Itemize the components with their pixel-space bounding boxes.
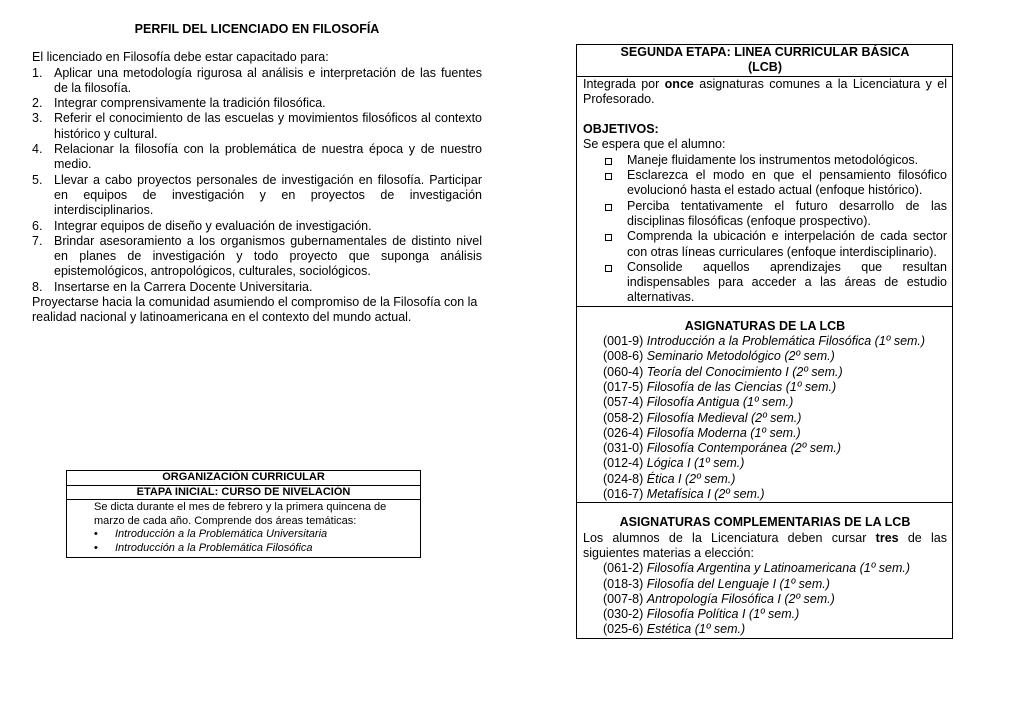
asignatura-name: Teoría del Conocimiento I (2º sem.) — [646, 364, 843, 379]
item-number: 8. — [32, 279, 43, 294]
segunda-etapa-subtitle: (LCB) — [747, 60, 782, 75]
item-text: Brindar asesoramiento a los organismos gubernamentales de distinto nivel en planes de investigación y todo proyecto que suponga análisis epistemológicos, antropológicos, culturales, sociológicos. — [54, 233, 482, 279]
complementarias-intro-pre: Los alumnos de la Licenciatura deben cursar — [583, 530, 876, 545]
asignaturas-title: ASIGNATURAS DE LA LCB — [684, 318, 846, 333]
asignatura-item — [583, 334, 947, 349]
asignatura-name: Metafísica I (2º sem.) — [646, 487, 765, 502]
asignaturas-list — [583, 334, 947, 502]
asignatura-item — [583, 472, 947, 487]
asignatura-code: (017-5) — [603, 379, 647, 394]
item-text: Referir el conocimiento de las escuelas y movimientos filosóficos al contexto histórico y cultural. — [54, 111, 482, 141]
checkbox-square-icon — [605, 158, 612, 165]
item-number: 7. — [32, 233, 43, 248]
objetivo-text: Esclarezca el modo en que el pensamiento filosófico evolucionó hasta el estado actual (enfoque histórico). — [627, 168, 947, 198]
objetivo-text: Maneje fluidamente los instrumentos metodológicos. — [627, 152, 919, 167]
perfil-section — [32, 22, 482, 326]
spacer — [583, 307, 947, 319]
asignatura-code: (060-4) — [603, 364, 647, 379]
item-number: 2. — [32, 96, 43, 111]
complementaria-name: Filosofía del Lenguaje I (1º sem.) — [646, 576, 830, 591]
item-number: 4. — [32, 142, 43, 157]
bullet-icon: • — [94, 541, 98, 554]
integrada-post: asignaturas comunes a la Licenciatura y el Profesorado. — [583, 76, 947, 106]
asignatura-item — [583, 395, 947, 410]
perfil-intro: El licenciado en Filosofía debe estar capacitado para: — [32, 50, 329, 65]
etapa-inicial-title: ETAPA INICIAL: CURSO DE NIVELACIÓN — [67, 486, 420, 501]
perfil-item — [32, 66, 482, 97]
item-text: Llevar a cabo proyectos personales de investigación en filosofía. Participar en equipos de investigación y en proyectos de investigación interdisciplinarios. — [54, 172, 482, 218]
complementarias-intro-bold: tres — [875, 530, 899, 545]
segunda-etapa-title: SEGUNDA ETAPA: LINEA CURRICULAR BÁSICA — [620, 45, 910, 59]
checkbox-square-icon — [605, 204, 612, 211]
asignatura-name: Filosofía de las Ciencias (1º sem.) — [646, 379, 837, 394]
perfil-item — [32, 219, 482, 234]
asignatura-item — [583, 456, 947, 471]
asignatura-code: (012-4) — [603, 456, 647, 471]
objetivos-list — [583, 153, 947, 306]
asignatura-code: (031-0) — [603, 441, 647, 456]
complementarias-intro-post: de las siguientes materias a elección: — [583, 530, 947, 560]
area-text: Introducción a la Problemática Filosófica — [115, 541, 313, 554]
objetivo-item — [583, 168, 947, 199]
objetivo-item — [583, 260, 947, 306]
asignatura-item — [583, 365, 947, 380]
asignatura-name: Lógica I (1º sem.) — [646, 456, 745, 471]
integrada-text — [583, 77, 947, 108]
item-text: Integrar comprensivamente la tradición filosófica. — [54, 96, 326, 111]
complementarias-list — [583, 561, 947, 637]
asignatura-name: Introducción a la Problemática Filosófica (1º sem.) — [646, 334, 926, 349]
objetivo-item — [583, 199, 947, 230]
asignatura-name: Filosofía Antigua (1º sem.) — [646, 395, 794, 410]
item-number: 3. — [32, 111, 43, 126]
spacer — [583, 503, 947, 515]
item-text: Insertarse en la Carrera Docente Universitaria. — [54, 279, 313, 294]
objetivo-text: Comprenda la ubicación e interpelación de cada sector con otras líneas curriculares (enfoque interdisciplinario). — [627, 229, 947, 259]
complementaria-code: (030-2) — [603, 607, 647, 622]
objetivos-title: OBJETIVOS: — [583, 122, 659, 137]
complementaria-name: Estética (1º sem.) — [646, 622, 746, 637]
asignatura-item — [583, 441, 947, 456]
perfil-item — [32, 234, 482, 280]
objetivo-text: Perciba tentativamente el futuro desarrollo de las disciplinas filosóficas (enfoque prospectivo). — [627, 198, 947, 228]
checkbox-square-icon — [605, 234, 612, 241]
asignatura-code: (058-2) — [603, 410, 647, 425]
perfil-title: PERFIL DEL LICENCIADO EN FILOSOFÍA — [134, 22, 380, 36]
asignatura-code: (024-8) — [603, 471, 647, 486]
perfil-item — [32, 111, 482, 142]
asignatura-item — [583, 411, 947, 426]
asignatura-item — [583, 380, 947, 395]
perfil-closing: Proyectarse hacia la comunidad asumiendo el compromiso de la Filosofía con la realidad nacional y latinoamericana en el contexto del mundo actual. — [32, 295, 478, 325]
complementaria-code: (007-8) — [603, 591, 647, 606]
blank-line — [583, 107, 947, 122]
perfil-item — [32, 173, 482, 219]
asignatura-item — [583, 426, 947, 441]
complementarias-intro — [583, 531, 947, 562]
complementaria-name: Filosofía Argentina y Latinoamericana (1º sem.) — [646, 561, 911, 576]
etapa-inicial-body — [67, 500, 420, 557]
complementaria-name: Filosofía Política I (1º sem.) — [646, 607, 800, 622]
area-item — [94, 528, 410, 542]
asignatura-code: (057-4) — [603, 395, 647, 410]
area-text: Introducción a la Problemática Universitaria — [115, 528, 328, 540]
asignatura-item — [583, 349, 947, 364]
asignatura-code: (001-9) — [603, 334, 647, 349]
complementaria-item — [583, 577, 947, 592]
complementaria-item — [583, 622, 947, 637]
perfil-item — [32, 96, 482, 111]
item-text: Aplicar una metodología rigurosa al análisis e interpretación de las fuentes de la filosofía. — [54, 65, 482, 95]
objetivos-intro: Se espera que el alumno: — [583, 137, 726, 152]
asignatura-name: Filosofía Contemporánea (2º sem.) — [646, 441, 842, 456]
asignatura-code: (026-4) — [603, 425, 647, 440]
item-text: Relacionar la filosofía con la problemática de nuestra época y de nuestro medio. — [54, 142, 482, 172]
complementaria-item — [583, 607, 947, 622]
complementaria-code: (018-3) — [603, 576, 647, 591]
organizacion-title: ORGANIZACIÓN CURRICULAR — [67, 471, 420, 486]
perfil-item — [32, 142, 482, 173]
complementaria-code: (025-6) — [603, 622, 647, 637]
complementaria-name: Antropología Filosófica I (2º sem.) — [646, 591, 835, 606]
item-text: Integrar equipos de diseño y evaluación de investigación. — [54, 218, 372, 233]
organizacion-box — [66, 470, 421, 558]
perfil-item — [32, 280, 482, 295]
complementaria-code: (061-2) — [603, 561, 647, 576]
asignaturas-cell — [577, 307, 952, 504]
complementaria-item — [583, 561, 947, 576]
checkbox-square-icon — [605, 265, 612, 272]
area-item — [94, 542, 410, 556]
objetivo-item — [583, 153, 947, 168]
item-number: 1. — [32, 65, 43, 80]
objetivos-cell — [577, 77, 952, 307]
perfil-list — [32, 66, 482, 295]
item-number: 5. — [32, 172, 43, 187]
segunda-etapa-header — [577, 45, 952, 77]
item-number: 6. — [32, 218, 43, 233]
complementaria-item — [583, 592, 947, 607]
checkbox-square-icon — [605, 173, 612, 180]
asignatura-item — [583, 487, 947, 502]
asignatura-name: Ética I (2º sem.) — [646, 471, 736, 486]
complementarias-cell — [577, 503, 952, 638]
asignatura-name: Seminario Metodológico (2º sem.) — [646, 349, 835, 364]
objetivo-item — [583, 229, 947, 260]
integrada-bold: once — [664, 76, 694, 91]
lcb-table — [576, 44, 953, 639]
complementarias-title: ASIGNATURAS COMPLEMENTARIAS DE LA LCB — [619, 515, 911, 530]
integrada-pre: Integrada por — [583, 76, 665, 91]
areas-list — [94, 528, 410, 555]
asignatura-code: (016-7) — [603, 487, 647, 502]
asignatura-code: (008-6) — [603, 349, 647, 364]
bullet-icon: • — [94, 528, 98, 540]
asignatura-name: Filosofía Moderna (1º sem.) — [646, 425, 801, 440]
objetivo-text: Consolide aquellos aprendizajes que resultan indispensables para acceder a las áreas de estudio alternativas. — [627, 259, 947, 305]
etapa-inicial-desc: Se dicta durante el mes de febrero y la primera quincena de marzo de cada año. Comprende dos áreas temáticas: — [94, 501, 387, 527]
asignatura-name: Filosofía Medieval (2º sem.) — [646, 410, 802, 425]
